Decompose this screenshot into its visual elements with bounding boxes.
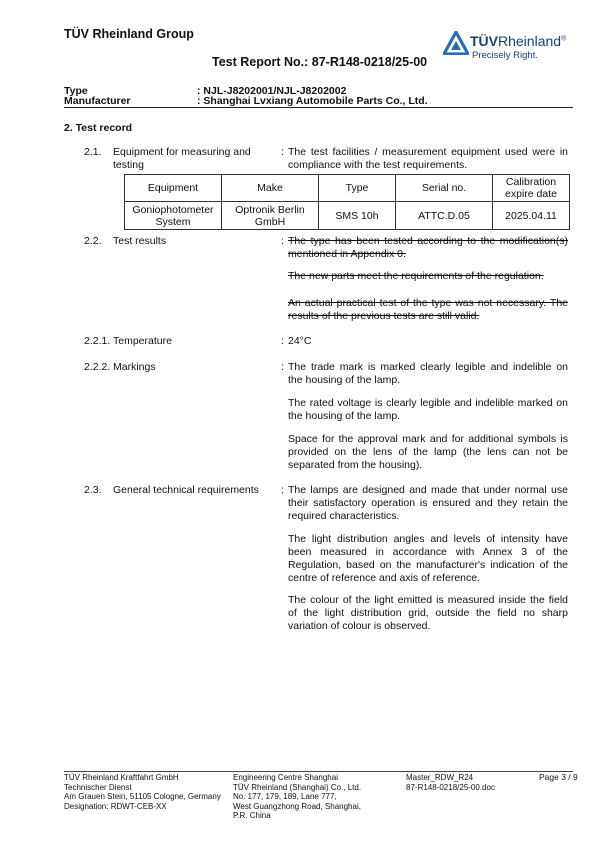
item-colon: :	[281, 361, 284, 373]
item-colon: :	[281, 335, 284, 347]
table-header-cell: Type	[319, 175, 396, 202]
paragraph: The lamps are designed and made that under normal use their satisfactory operation is ensured and they retain the required characteristics.	[288, 484, 568, 522]
struck-paragraph: The new parts meet the requirements of the regulation.	[288, 270, 544, 282]
page-number: Page 3 / 9	[539, 772, 578, 782]
paragraph: The colour of the light emitted is measured inside the field of the light distribution grid, outside the field no sharp variation of colour is observed.	[288, 594, 568, 632]
table-header-cell: Equipment	[125, 175, 222, 202]
temperature-value: 24°C	[288, 335, 312, 347]
table-row	[125, 202, 570, 230]
type-value: : NJL-J8202001/NJL-J8202002	[197, 85, 347, 97]
table-cell: SMS 10h	[319, 202, 396, 230]
struck-paragraph: An actual practical test of the type was not necessary. The results of the previous tests are still valid.	[288, 297, 568, 322]
table-cell: Goniophotometer System	[125, 202, 222, 230]
footer-address-shanghai: Engineering Centre Shanghai TÜV Rheinland (Shanghai) Co., Ltd. No. 177, 179, 189, Lane 777, West Guangzhong Road, Shanghai, P.R. China	[233, 773, 362, 820]
company-name: TÜV Rheinland Group	[64, 27, 194, 41]
tuv-triangle-icon	[443, 31, 469, 55]
manufacturer-label: Manufacturer	[64, 95, 131, 107]
item-label: Markings	[113, 361, 156, 373]
item-colon: :	[281, 484, 284, 496]
table-cell: 2025.04.11	[493, 202, 570, 230]
item-number: 2.3.	[84, 484, 102, 496]
item-label: General technical requirements	[113, 484, 259, 496]
type-label: Type	[64, 85, 88, 97]
table-header-cell: Make	[222, 175, 319, 202]
item-number: 2.2.2.	[84, 361, 111, 373]
paragraph: The rated voltage is clearly legible and indelible marked on the housing of the lamp.	[288, 397, 568, 422]
item-label: Test results	[113, 235, 167, 247]
logo-wordmark: TÜVRheinland®	[470, 33, 567, 49]
report-title: Test Report No.: 87-R148-0218/25-00	[212, 55, 428, 69]
section-title: 2. Test record	[64, 122, 133, 134]
item-number: 2.2.1.	[84, 335, 111, 347]
paragraph: The light distribution angles and levels of intensity have been measured in accordance with Annex 3 of the Regulation, based on the manufacturer's indication of the centre of reference and axis of reference.	[288, 533, 568, 584]
paragraph: The trade mark is marked clearly legible and indelible on the housing of the lamp.	[288, 361, 568, 386]
item-colon: :	[281, 146, 284, 158]
paragraph: Space for the approval mark and for additional symbols is provided on the lens of the lamp (the lens can not be separated from the housing).	[288, 433, 568, 471]
item-number: 2.1.	[84, 146, 102, 158]
item-text: The test facilities / measurement equipment used were in compliance with the test requirements.	[288, 146, 568, 171]
logo-tagline: Precisely Right.	[472, 50, 538, 61]
header-divider	[64, 107, 573, 108]
item-colon: :	[281, 235, 284, 247]
table-header-cell: Calibration expire date	[493, 175, 570, 202]
table-header-row	[125, 175, 570, 202]
footer-divider	[64, 771, 573, 772]
item-label: Equipment for measuring and testing	[113, 146, 251, 171]
struck-paragraph: The type has been tested according to the modification(s) mentioned in Appendix 0.	[288, 235, 568, 260]
item-number: 2.2.	[84, 235, 102, 247]
manufacturer-value: : Shanghai Lvxiang Automobile Parts Co., Ltd.	[197, 95, 428, 107]
footer-document-ref: Master_RDW_R24 87-R148-0218/25-00.doc	[406, 773, 495, 792]
table-cell: Optronik Berlin GmbH	[222, 202, 319, 230]
item-label: Temperature	[113, 335, 172, 347]
table-header-cell: Serial no.	[396, 175, 493, 202]
equipment-table	[124, 174, 570, 230]
tuv-logo	[443, 29, 578, 65]
table-cell: ATTC.D.05	[396, 202, 493, 230]
footer-address-cologne: TÜV Rheinland Kraftfahrt GmbH Technischer Dienst Am Grauen Stein, 51105 Cologne, Germany Designation: RDWT-CEB-XX	[64, 773, 221, 811]
